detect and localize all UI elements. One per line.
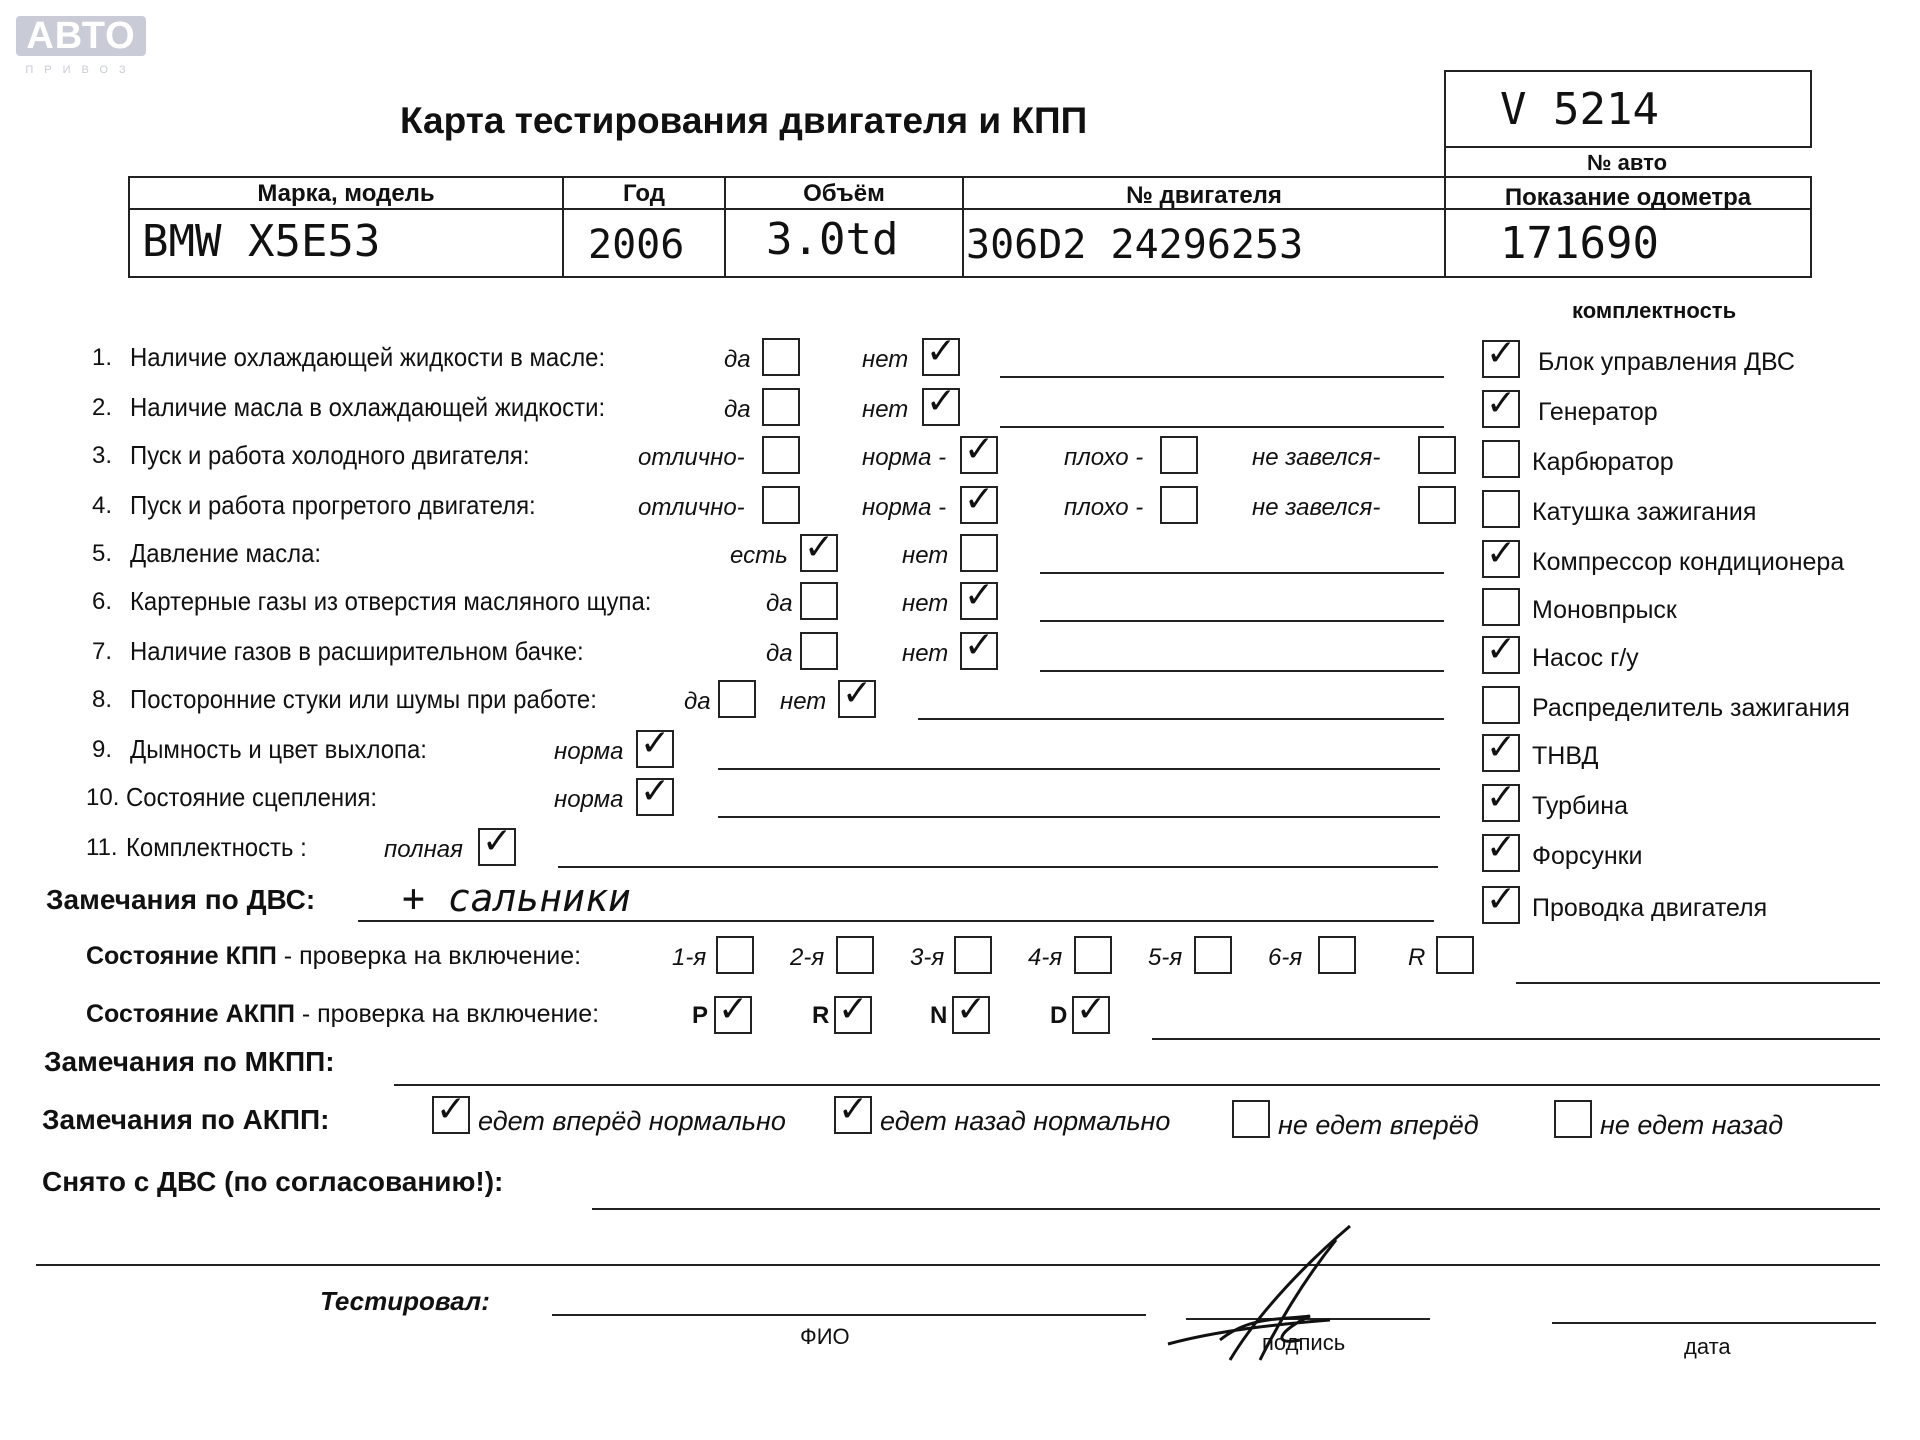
- row-5-option-label-1: есть: [730, 542, 788, 569]
- row-7-option-1-checkbox[interactable]: [800, 632, 838, 670]
- akpp-position-3-check-icon: ✓: [956, 989, 987, 1030]
- row-2-option-2-check-icon: ✓: [926, 381, 957, 422]
- row-2-option-label-1: да: [724, 396, 751, 423]
- row-10-option-label-1: норма: [554, 786, 624, 813]
- komplekt-item-2: Генератор: [1538, 398, 1658, 426]
- row-3-option-1-checkbox[interactable]: [762, 436, 800, 474]
- row-6-option-label-1: да: [766, 590, 793, 617]
- row-8-option-2-check-icon: ✓: [842, 673, 873, 714]
- row-text-5: Давление масла:: [130, 538, 322, 568]
- page-title: Карта тестирования двигателя и КПП: [400, 100, 1088, 141]
- row-text-9: Дымность и цвет выхлопа:: [130, 734, 427, 764]
- akpp-label-rest: - проверка на включение:: [294, 1000, 600, 1028]
- row-1-option-1-checkbox[interactable]: [762, 338, 800, 376]
- row-10-comment-line[interactable]: [718, 816, 1440, 818]
- signature-caption: подпись: [1262, 1330, 1346, 1355]
- kpp-gear-1-checkbox[interactable]: [716, 936, 754, 974]
- logo-subtitle: ПРИВОЗ: [25, 64, 137, 76]
- komplekt-4-checkbox[interactable]: [1482, 490, 1520, 528]
- komplekt-9-check-icon: ✓: [1486, 727, 1517, 768]
- odometer-value: 171690: [1500, 218, 1659, 269]
- row-number-1: 1.: [92, 344, 113, 371]
- akpp-position-2-check-icon: ✓: [838, 989, 869, 1030]
- tested-label: Тестировал:: [320, 1286, 490, 1316]
- row-9-option-label-1: норма: [554, 738, 624, 765]
- row-4-option-2-check-icon: ✓: [964, 479, 995, 520]
- row-number-9: 9.: [92, 736, 113, 763]
- komplekt-11-check-icon: ✓: [1486, 827, 1517, 868]
- row-4-option-4-checkbox[interactable]: [1418, 486, 1456, 524]
- row-7-option-label-2: нет: [902, 640, 949, 667]
- row-2-option-label-2: нет: [862, 396, 909, 423]
- row-6-comment-line[interactable]: [1040, 620, 1444, 622]
- row-5-option-1-check-icon: ✓: [804, 527, 835, 568]
- row-10-option-1-check-icon: ✓: [640, 771, 671, 812]
- header-odometer-label: Показание одометра: [1504, 184, 1752, 211]
- row-4-option-label-4: не завелся-: [1252, 494, 1381, 521]
- kpp-gear-label-7: R: [1408, 944, 1426, 971]
- row-5-option-2-checkbox[interactable]: [960, 534, 998, 572]
- row-9-comment-line[interactable]: [718, 768, 1440, 770]
- row-text-4: Пуск и работа прогретого двигателя:: [130, 490, 536, 520]
- brand-model-value: BMW X5E53: [142, 216, 381, 267]
- row-1-option-label-2: нет: [862, 346, 909, 373]
- row-number-5: 5.: [92, 540, 113, 567]
- komplekt-title: комплектность: [1572, 298, 1737, 323]
- row-11-comment-line[interactable]: [558, 866, 1438, 868]
- row-number-10: 10.: [86, 784, 120, 811]
- kpp-line[interactable]: [1516, 982, 1880, 984]
- akpp-remark-1-check-icon: ✓: [436, 1089, 467, 1130]
- row-7-option-label-1: да: [766, 640, 793, 667]
- row-number-6: 6.: [92, 588, 113, 615]
- komplekt-6-checkbox[interactable]: [1482, 588, 1520, 626]
- mkpp-remarks-label: Замечания по МКПП:: [44, 1046, 335, 1077]
- row-text-2: Наличие масла в охлаждающей жидкости:: [130, 392, 606, 422]
- kpp-label-rest: - проверка на включение:: [276, 942, 582, 970]
- row-text-7: Наличие газов в расширительном бачке:: [130, 636, 584, 666]
- akpp-remark-label-1: едет вперёд нормально: [478, 1106, 786, 1136]
- header-year-label: Год: [623, 180, 665, 207]
- header-engine-label: № двигателя: [1126, 182, 1282, 209]
- kpp-gear-5-checkbox[interactable]: [1194, 936, 1232, 974]
- kpp-gear-3-checkbox[interactable]: [954, 936, 992, 974]
- row-3-option-label-4: не завелся-: [1252, 444, 1381, 471]
- row-8-comment-line[interactable]: [918, 718, 1444, 720]
- kpp-gear-label-5: 5-я: [1148, 944, 1183, 971]
- komplekt-item-5: Компрессор кондиционера: [1532, 548, 1845, 576]
- row-text-11: Комплектность :: [126, 832, 307, 862]
- kpp-gear-label-6: 6-я: [1268, 944, 1303, 971]
- row-text-6: Картерные газы из отверстия масляного щупа:: [130, 586, 652, 616]
- akpp-position-1-check-icon: ✓: [718, 989, 749, 1030]
- date-line[interactable]: [1552, 1322, 1876, 1324]
- volume-value: 3.0td: [766, 214, 899, 265]
- row-9-option-1-check-icon: ✓: [640, 723, 671, 764]
- akpp-position-label-4: D: [1050, 1002, 1068, 1029]
- row-4-option-label-2: норма -: [862, 494, 947, 521]
- dvs-remarks-value: + сальники: [402, 876, 631, 920]
- komplekt-12-check-icon: ✓: [1486, 879, 1517, 920]
- komplekt-2-check-icon: ✓: [1486, 383, 1517, 424]
- akpp-line[interactable]: [1152, 1038, 1880, 1040]
- komplekt-1-check-icon: ✓: [1486, 333, 1517, 374]
- akpp-remarks-label: Замечания по АКПП:: [42, 1104, 330, 1135]
- dvs-remarks-label: Замечания по ДВС:: [46, 884, 316, 915]
- date-caption: дата: [1684, 1334, 1731, 1359]
- header-volume-label: Объём: [803, 180, 885, 207]
- row-5-option-label-2: нет: [902, 542, 949, 569]
- auto-number-value: V 5214: [1500, 84, 1659, 135]
- row-8-option-label-1: да: [684, 688, 711, 715]
- row-3-option-label-3: плохо -: [1064, 444, 1144, 471]
- komplekt-item-1: Блок управления ДВС: [1538, 348, 1795, 376]
- row-11-option-label-1: полная: [384, 836, 463, 863]
- row-7-comment-line[interactable]: [1040, 670, 1444, 672]
- row-8-option-label-2: нет: [780, 688, 827, 715]
- mkpp-remarks-line[interactable]: [394, 1084, 1880, 1086]
- row-3-option-4-checkbox[interactable]: [1418, 436, 1456, 474]
- komplekt-10-check-icon: ✓: [1486, 777, 1517, 818]
- row-text-3: Пуск и работа холодного двигателя:: [130, 440, 530, 470]
- komplekt-item-8: Распределитель зажигания: [1532, 694, 1850, 722]
- row-number-3: 3.: [92, 442, 113, 469]
- row-1-option-label-1: да: [724, 346, 751, 373]
- dvs-remarks-line[interactable]: [358, 920, 1434, 922]
- row-4-option-1-checkbox[interactable]: [762, 486, 800, 524]
- row-2-option-1-checkbox[interactable]: [762, 388, 800, 426]
- row-4-option-3-checkbox[interactable]: [1160, 486, 1198, 524]
- komplekt-5-check-icon: ✓: [1486, 533, 1517, 574]
- komplekt-item-9: ТНВД: [1532, 742, 1599, 770]
- komplekt-item-12: Проводка двигателя: [1532, 894, 1768, 922]
- row-text-1: Наличие охлаждающей жидкости в масле:: [130, 342, 606, 372]
- engine-number-value: 306D2 24296253: [966, 222, 1304, 268]
- komplekt-item-7: Насос г/у: [1532, 644, 1639, 672]
- year-value: 2006: [588, 222, 685, 268]
- kpp-label-bold: Состояние КПП: [86, 942, 277, 970]
- logo: АВТО: [16, 16, 146, 56]
- removed-line[interactable]: [592, 1208, 1880, 1210]
- akpp-label-bold: Состояние АКПП: [86, 1000, 295, 1028]
- akpp-remark-label-4: не едет назад: [1600, 1110, 1784, 1140]
- komplekt-8-checkbox[interactable]: [1482, 686, 1520, 724]
- row-6-option-1-checkbox[interactable]: [800, 582, 838, 620]
- akpp-position-label-1: P: [692, 1002, 709, 1029]
- row-number-11: 11.: [86, 834, 118, 861]
- akpp-remark-3-checkbox[interactable]: [1232, 1100, 1270, 1138]
- akpp-remark-4-checkbox[interactable]: [1554, 1100, 1592, 1138]
- kpp-gear-label-2: 2-я: [790, 944, 825, 971]
- komplekt-7-check-icon: ✓: [1486, 629, 1517, 670]
- auto-number-label: № авто: [1586, 150, 1668, 175]
- row-text-10: Состояние сцепления:: [126, 782, 378, 812]
- row-7-option-2-check-icon: ✓: [964, 625, 995, 666]
- row-3-option-3-checkbox[interactable]: [1160, 436, 1198, 474]
- row-2-comment-line[interactable]: [1000, 426, 1444, 428]
- row-5-comment-line[interactable]: [1040, 572, 1444, 574]
- kpp-gear-label-3: 3-я: [910, 944, 945, 971]
- akpp-remark-2-check-icon: ✓: [838, 1089, 869, 1130]
- komplekt-item-10: Турбина: [1532, 792, 1628, 820]
- akpp-position-label-2: R: [812, 1002, 830, 1029]
- komplekt-item-3: Карбюратор: [1532, 448, 1674, 476]
- kpp-gear-7-checkbox[interactable]: [1436, 936, 1474, 974]
- row-number-2: 2.: [92, 394, 113, 421]
- akpp-remark-label-3: не едет вперёд: [1278, 1110, 1479, 1140]
- row-4-option-label-3: плохо -: [1064, 494, 1144, 521]
- row-4-option-label-1: отлично-: [638, 494, 745, 521]
- row-number-8: 8.: [92, 686, 113, 713]
- row-text-8: Посторонние стуки или шумы при работе:: [130, 684, 597, 714]
- signature-scribble: [1160, 1220, 1400, 1370]
- akpp-label: [86, 1000, 599, 1029]
- kpp-gear-4-checkbox[interactable]: [1074, 936, 1112, 974]
- row-3-option-label-1: отлично-: [638, 444, 745, 471]
- komplekt-item-6: Моновпрыск: [1532, 596, 1677, 624]
- kpp-gear-2-checkbox[interactable]: [836, 936, 874, 974]
- row-3-option-label-2: норма -: [862, 444, 947, 471]
- kpp-gear-label-4: 4-я: [1028, 944, 1063, 971]
- row-1-option-2-check-icon: ✓: [926, 331, 957, 372]
- row-6-option-2-check-icon: ✓: [964, 575, 995, 616]
- komplekt-item-4: Катушка зажигания: [1532, 498, 1757, 526]
- row-1-comment-line[interactable]: [1000, 376, 1444, 378]
- row-number-7: 7.: [92, 638, 113, 665]
- komplekt-3-checkbox[interactable]: [1482, 440, 1520, 478]
- row-6-option-label-2: нет: [902, 590, 949, 617]
- row-8-option-1-checkbox[interactable]: [718, 680, 756, 718]
- akpp-position-label-3: N: [930, 1002, 948, 1029]
- row-number-4: 4.: [92, 492, 113, 519]
- removed-line-2[interactable]: [36, 1264, 1880, 1266]
- header-brand-label: Марка, модель: [257, 180, 435, 207]
- komplekt-item-11: Форсунки: [1532, 842, 1643, 870]
- row-11-option-1-check-icon: ✓: [482, 821, 513, 862]
- kpp-gear-6-checkbox[interactable]: [1318, 936, 1356, 974]
- row-3-option-2-check-icon: ✓: [964, 429, 995, 470]
- fio-caption: ФИО: [800, 1324, 850, 1349]
- akpp-remark-label-2: едет назад нормально: [880, 1106, 1171, 1136]
- removed-label: Снято с ДВС (по согласованию!):: [42, 1166, 504, 1197]
- kpp-label: [86, 942, 581, 971]
- fio-line[interactable]: [552, 1314, 1146, 1316]
- kpp-gear-label-1: 1-я: [672, 944, 707, 971]
- akpp-position-4-check-icon: ✓: [1076, 989, 1107, 1030]
